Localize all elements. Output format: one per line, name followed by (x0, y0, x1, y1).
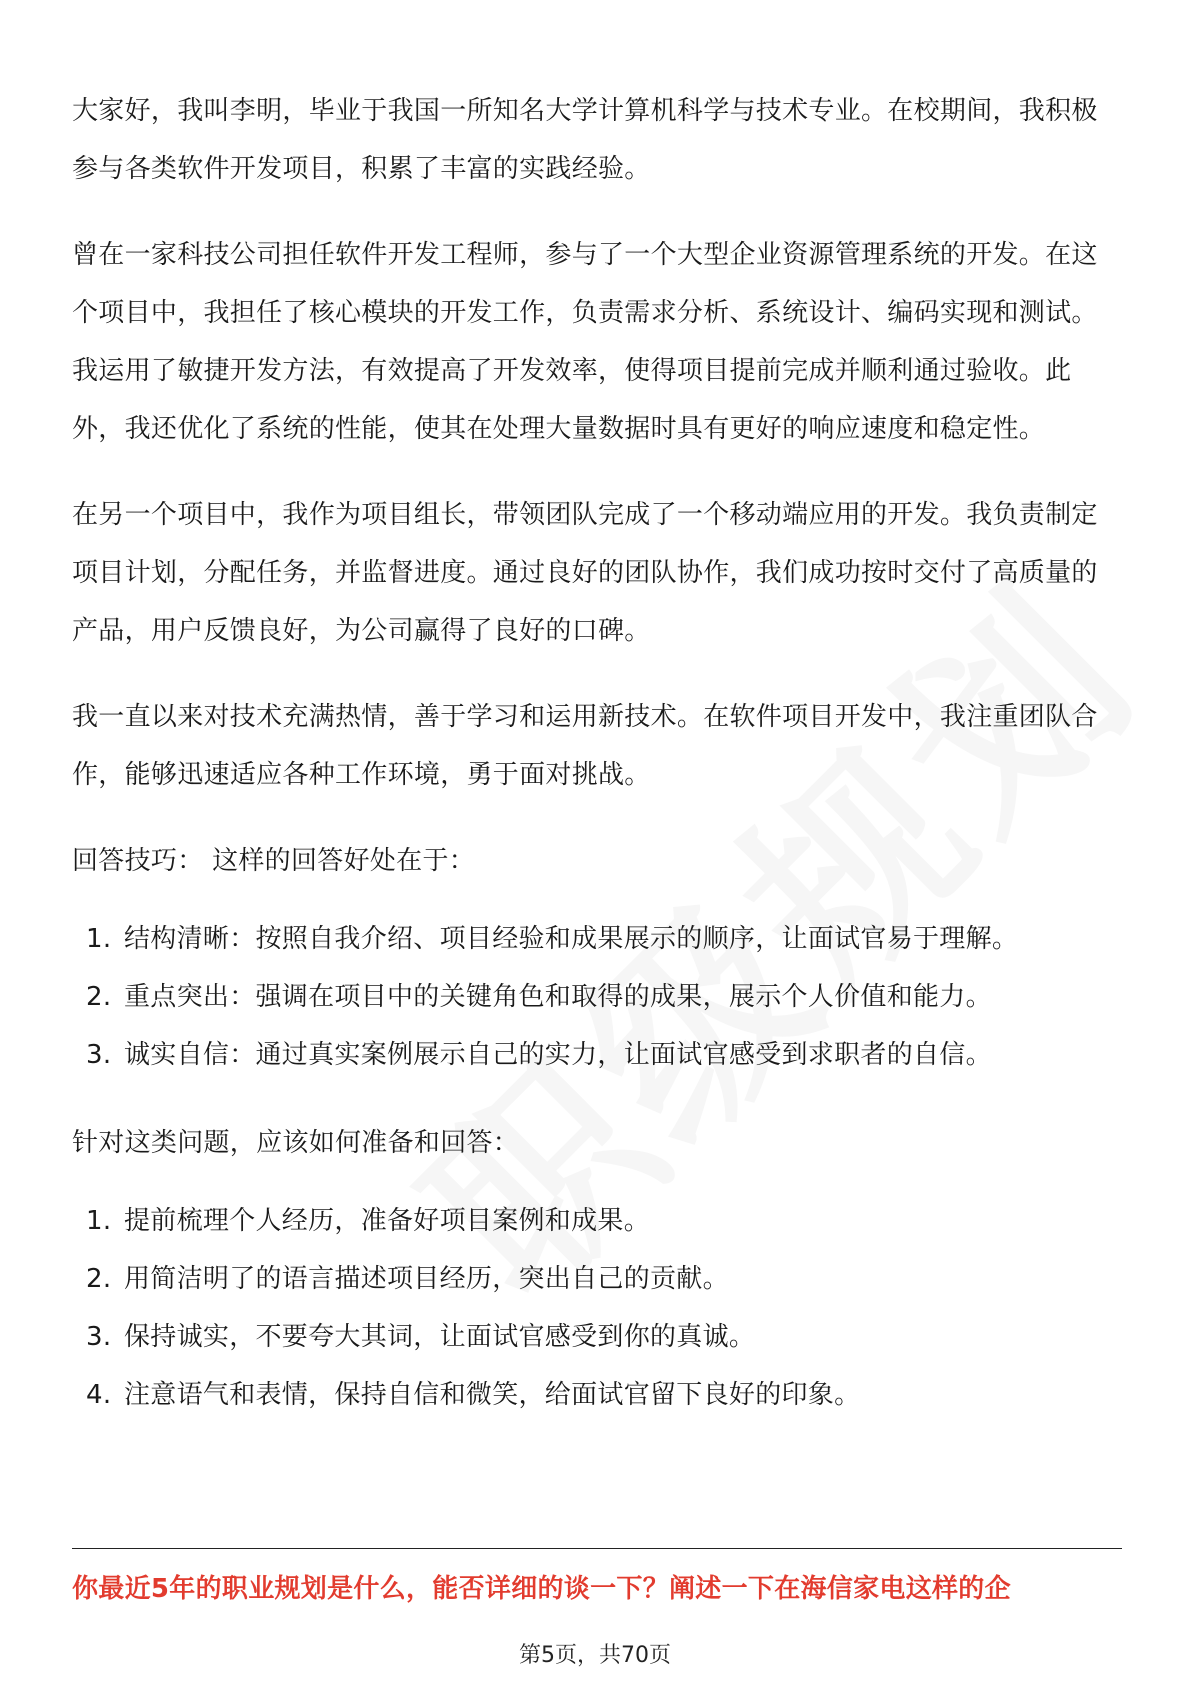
list-text: 诚实自信：通过真实案例展示自己的实力，让面试官感受到求职者的自信。 (124, 1040, 992, 1070)
list-number: 1. (86, 924, 112, 954)
list-number: 4. (86, 1380, 112, 1410)
list-number: 3. (86, 1322, 112, 1352)
list-item (72, 1250, 1122, 1308)
list-number: 2. (86, 1264, 112, 1294)
main-content (72, 82, 1122, 1454)
list-text: 用简洁明了的语言描述项目经历，突出自己的贡献。 (124, 1264, 729, 1294)
page-footer: 第5页，共70页 (519, 1643, 671, 1668)
tips-list (72, 910, 1122, 1084)
list-item (72, 1026, 1122, 1084)
list-text: 结构清晰：按照自我介绍、项目经验和成果展示的顺序，让面试官易于理解。 (124, 924, 1019, 954)
list-text: 重点突出：强调在项目中的关键角色和取得的成果，展示个人价值和能力。 (124, 982, 992, 1012)
list-item (72, 1192, 1122, 1250)
prep-heading: 针对这类问题，应该如何准备和回答： (72, 1128, 520, 1158)
list-item (72, 968, 1122, 1026)
list-item (72, 910, 1122, 968)
next-question-heading: 你最近5年的职业规划是什么，能否详细的谈一下？阐述一下在海信家电这样的企 (72, 1574, 1011, 1604)
list-number: 2. (86, 982, 112, 1012)
summary-paragraph: 我一直以来对技术充满热情，善于学习和运用新技术。在软件项目开发中，我注重团队合作，能够迅速适应各种工作环境，勇于面对挑战。 (72, 702, 1098, 790)
team-lead-paragraph: 在另一个项目中，我作为项目组长，带领团队完成了一个移动端应用的开发。我负责制定项目计划，分配任务，并监督进度。通过良好的团队协作，我们成功按时交付了高质量的产品，用户反馈良好，为公司赢得了良好的口碑。 (72, 500, 1098, 646)
section-divider (72, 1548, 1122, 1549)
experience-paragraph: 曾在一家科技公司担任软件开发工程师，参与了一个大型企业资源管理系统的开发。在这个项目中，我担任了核心模块的开发工作，负责需求分析、系统设计、编码实现和测试。我运用了敏捷开发方法，有效提高了开发效率，使得项目提前完成并顺利通过验收。此外，我还优化了系统的性能，使其在处理大量数据时具有更好的响应速度和稳定性。 (72, 240, 1098, 444)
list-number: 1. (86, 1206, 112, 1236)
intro-paragraph: 大家好，我叫李明，毕业于我国一所知名大学计算机科学与技术专业。在校期间，我积极参与各类软件开发项目，积累了丰富的实践经验。 (72, 96, 1098, 184)
list-item (72, 1366, 1122, 1424)
list-text: 注意语气和表情，保持自信和微笑，给面试官留下良好的印象。 (124, 1380, 861, 1410)
tips-heading: 回答技巧： 这样的回答好处在于： (72, 846, 476, 876)
list-text: 保持诚实，不要夸大其词，让面试官感受到你的真诚。 (124, 1322, 756, 1352)
list-number: 3. (86, 1040, 112, 1070)
list-text: 提前梳理个人经历，准备好项目案例和成果。 (124, 1206, 651, 1236)
prep-list (72, 1192, 1122, 1424)
list-item (72, 1308, 1122, 1366)
